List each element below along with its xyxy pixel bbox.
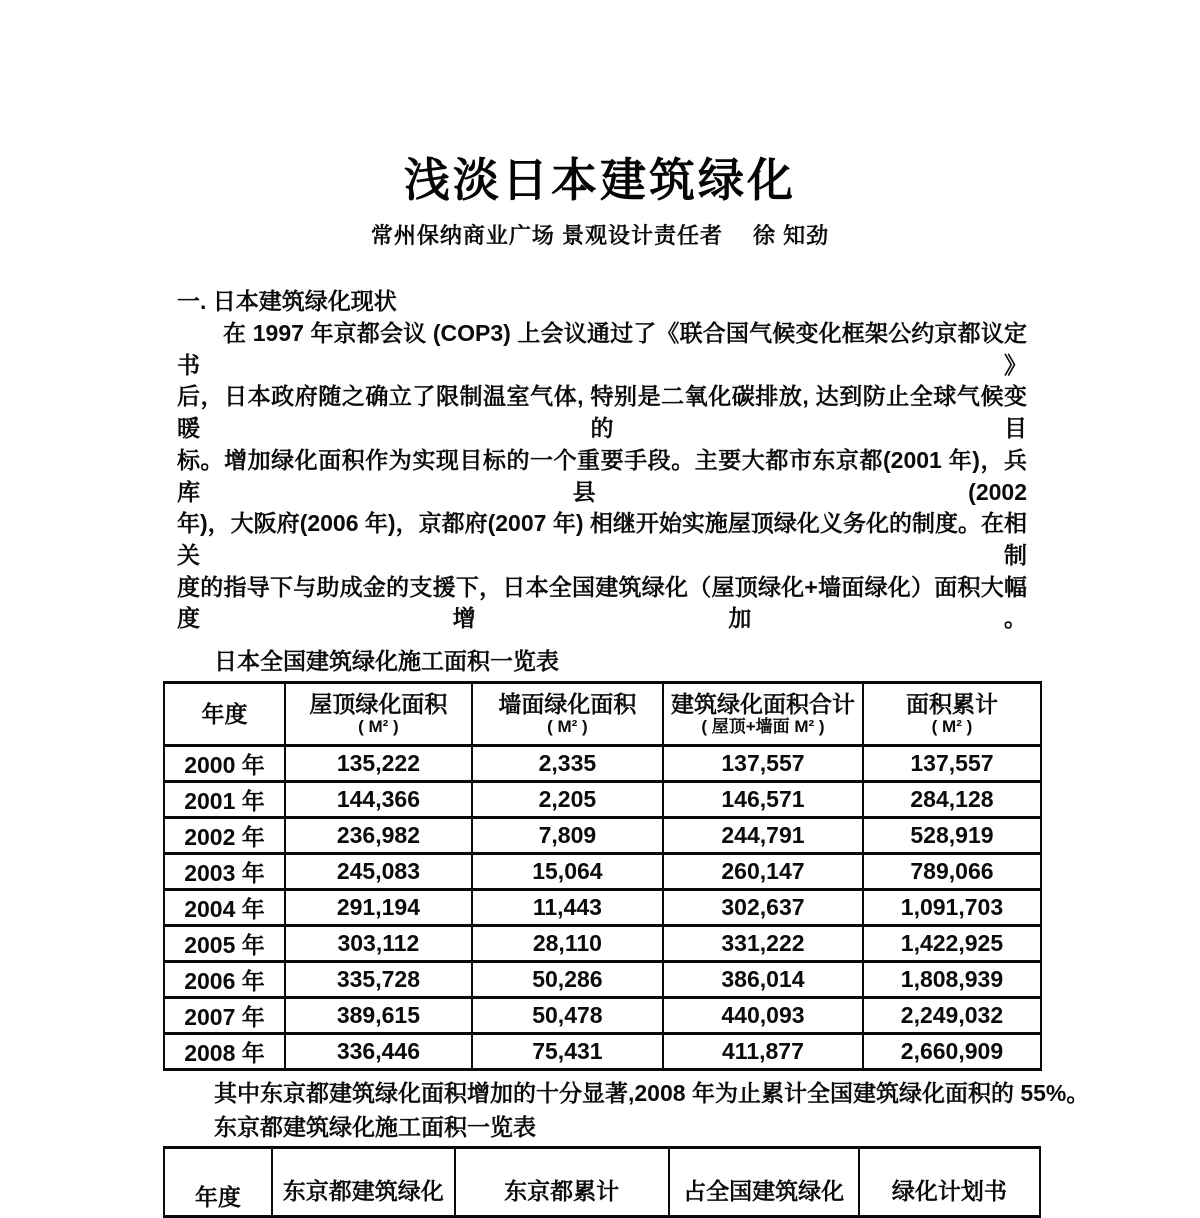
table2-header-national-share <box>669 1148 859 1217</box>
table-cell: 28,110 <box>472 926 663 962</box>
header-unit: ( M² ) <box>547 717 588 737</box>
paragraph-line: 标。增加绿化面积作为实现目标的一个重要手段。主要大都市东京都(2001 年)，兵库县(2002 <box>177 446 1027 505</box>
table2-caption: 东京都建筑绿化施工面积一览表 <box>214 1114 536 1141</box>
national-greening-table <box>163 681 1042 1071</box>
table-row <box>164 998 1041 1034</box>
table-cell: 303,112 <box>285 926 472 962</box>
paragraph-line: 年)，大阪府(2006 年)，京都府(2007 年) 相继开始实施屋顶绿化义务化的制度。在相关制 <box>177 510 1027 568</box>
table-cell: 302,637 <box>663 890 863 926</box>
table-cell: 331,222 <box>663 926 863 962</box>
table-cell: 244,791 <box>663 818 863 854</box>
table-cell: 50,286 <box>472 962 663 998</box>
table2-header-year <box>164 1148 272 1217</box>
table-cell: 15,064 <box>472 854 663 890</box>
table-cell: 144,366 <box>285 782 472 818</box>
paragraph-line: 在 1997 年京都会议 (COP3) 上会议通过了《联合国气候变化框架公约京都议定书》 <box>177 320 1027 378</box>
table-row <box>164 962 1041 998</box>
table-cell: 1,808,939 <box>863 962 1041 998</box>
header-unit: ( M² ) <box>931 717 973 737</box>
table-cell: 386,014 <box>663 962 863 998</box>
header-label: 东京都累计 <box>504 1178 620 1205</box>
tokyo-greening-table <box>163 1146 1041 1218</box>
table-cell: 1,091,703 <box>863 890 1041 926</box>
table-cell: 335,728 <box>285 962 472 998</box>
table-row <box>164 854 1041 890</box>
table-cell: 245,083 <box>285 854 472 890</box>
table2-header-row <box>164 1148 1040 1217</box>
table-cell: 2001 年 <box>164 782 285 818</box>
table-cell: 7,809 <box>472 818 663 854</box>
header-label: 面积累计 <box>905 691 998 718</box>
header-label: 墙面绿化面积 <box>498 691 637 718</box>
note-line: 其中东京都建筑绿化面积增加的十分显著,2008 年为止累计全国建筑绿化面积的 55%。 <box>214 1080 1090 1107</box>
table1-body <box>164 746 1041 1070</box>
page-title: 浅淡日本建筑绿化 <box>404 154 796 206</box>
table-cell: 2007 年 <box>164 998 285 1034</box>
table-cell: 146,571 <box>663 782 863 818</box>
table-cell: 440,093 <box>663 998 863 1034</box>
table1-header-row <box>164 683 1041 746</box>
table1-caption: 日本全国建筑绿化施工面积一览表 <box>214 648 559 675</box>
table-cell: 528,919 <box>863 818 1041 854</box>
table-row <box>164 782 1041 818</box>
table-cell: 2002 年 <box>164 818 285 854</box>
table-cell: 2008 年 <box>164 1034 285 1070</box>
table-row <box>164 1034 1041 1070</box>
table-cell: 260,147 <box>663 854 863 890</box>
table1-header-year <box>164 683 285 746</box>
table1-header-cumulative-area <box>863 683 1041 746</box>
document-body <box>163 286 1090 1218</box>
header-label: 年度 <box>201 701 248 728</box>
table2-header-greening-plan <box>859 1148 1040 1217</box>
table-cell: 2,335 <box>472 746 663 782</box>
header-label: 占全国建筑绿化 <box>683 1178 845 1205</box>
header-label: 屋顶绿化面积 <box>309 691 448 718</box>
table1-header-roof-area <box>285 683 472 746</box>
table2-header-tokyo-cumulative <box>455 1148 669 1217</box>
table-cell: 789,066 <box>863 854 1041 890</box>
table-cell: 389,615 <box>285 998 472 1034</box>
table-cell: 2003 年 <box>164 854 285 890</box>
paragraph-line: 后，日本政府随之确立了限制温室气体, 特别是二氧化碳排放, 达到防止全球气候变暖的目 <box>177 383 1027 442</box>
header-unit: ( M² ) <box>358 717 399 737</box>
table-cell: 11,443 <box>472 890 663 926</box>
table-cell: 336,446 <box>285 1034 472 1070</box>
table-cell: 75,431 <box>472 1034 663 1070</box>
table-cell: 2000 年 <box>164 746 285 782</box>
table-cell: 1,422,925 <box>863 926 1041 962</box>
table-cell: 284,128 <box>863 782 1041 818</box>
header-label: 绿化计划书 <box>891 1178 1007 1205</box>
table-row <box>164 746 1041 782</box>
table2-header-tokyo-greening <box>272 1148 455 1217</box>
table-cell: 2005 年 <box>164 926 285 962</box>
table-cell: 2,660,909 <box>863 1034 1041 1070</box>
table-cell: 50,478 <box>472 998 663 1034</box>
table-cell: 137,557 <box>863 746 1041 782</box>
header-unit: ( 屋顶+墙面 M² ) <box>701 717 825 737</box>
table-row <box>164 818 1041 854</box>
table-cell: 2,249,032 <box>863 998 1041 1034</box>
document-page <box>0 152 1200 1211</box>
paragraph-line: 度的指导下与助成金的支援下，日本全国建筑绿化（屋顶绿化+墙面绿化）面积大幅度增加。 <box>177 573 1027 632</box>
table-cell: 411,877 <box>663 1034 863 1070</box>
table-cell: 2006 年 <box>164 962 285 998</box>
table-cell: 137,557 <box>663 746 863 782</box>
header-label: 年度 <box>194 1184 241 1211</box>
table-cell: 236,982 <box>285 818 472 854</box>
table-row <box>164 926 1041 962</box>
table-cell: 291,194 <box>285 890 472 926</box>
table1-header-total-area <box>663 683 863 746</box>
header-label: 东京都建筑绿化 <box>282 1178 444 1205</box>
header-label: 建筑绿化面积合计 <box>670 691 855 718</box>
paragraph <box>163 318 1027 635</box>
section-heading: 一. 日本建筑绿化现状 <box>177 288 397 314</box>
table-cell: 2,205 <box>472 782 663 818</box>
byline: 常州保纳商业广场 景观设计责任者 徐 知劲 <box>370 223 830 248</box>
table-row <box>164 890 1041 926</box>
table-cell: 2004 年 <box>164 890 285 926</box>
table-cell: 135,222 <box>285 746 472 782</box>
table1-header-wall-area <box>472 683 663 746</box>
